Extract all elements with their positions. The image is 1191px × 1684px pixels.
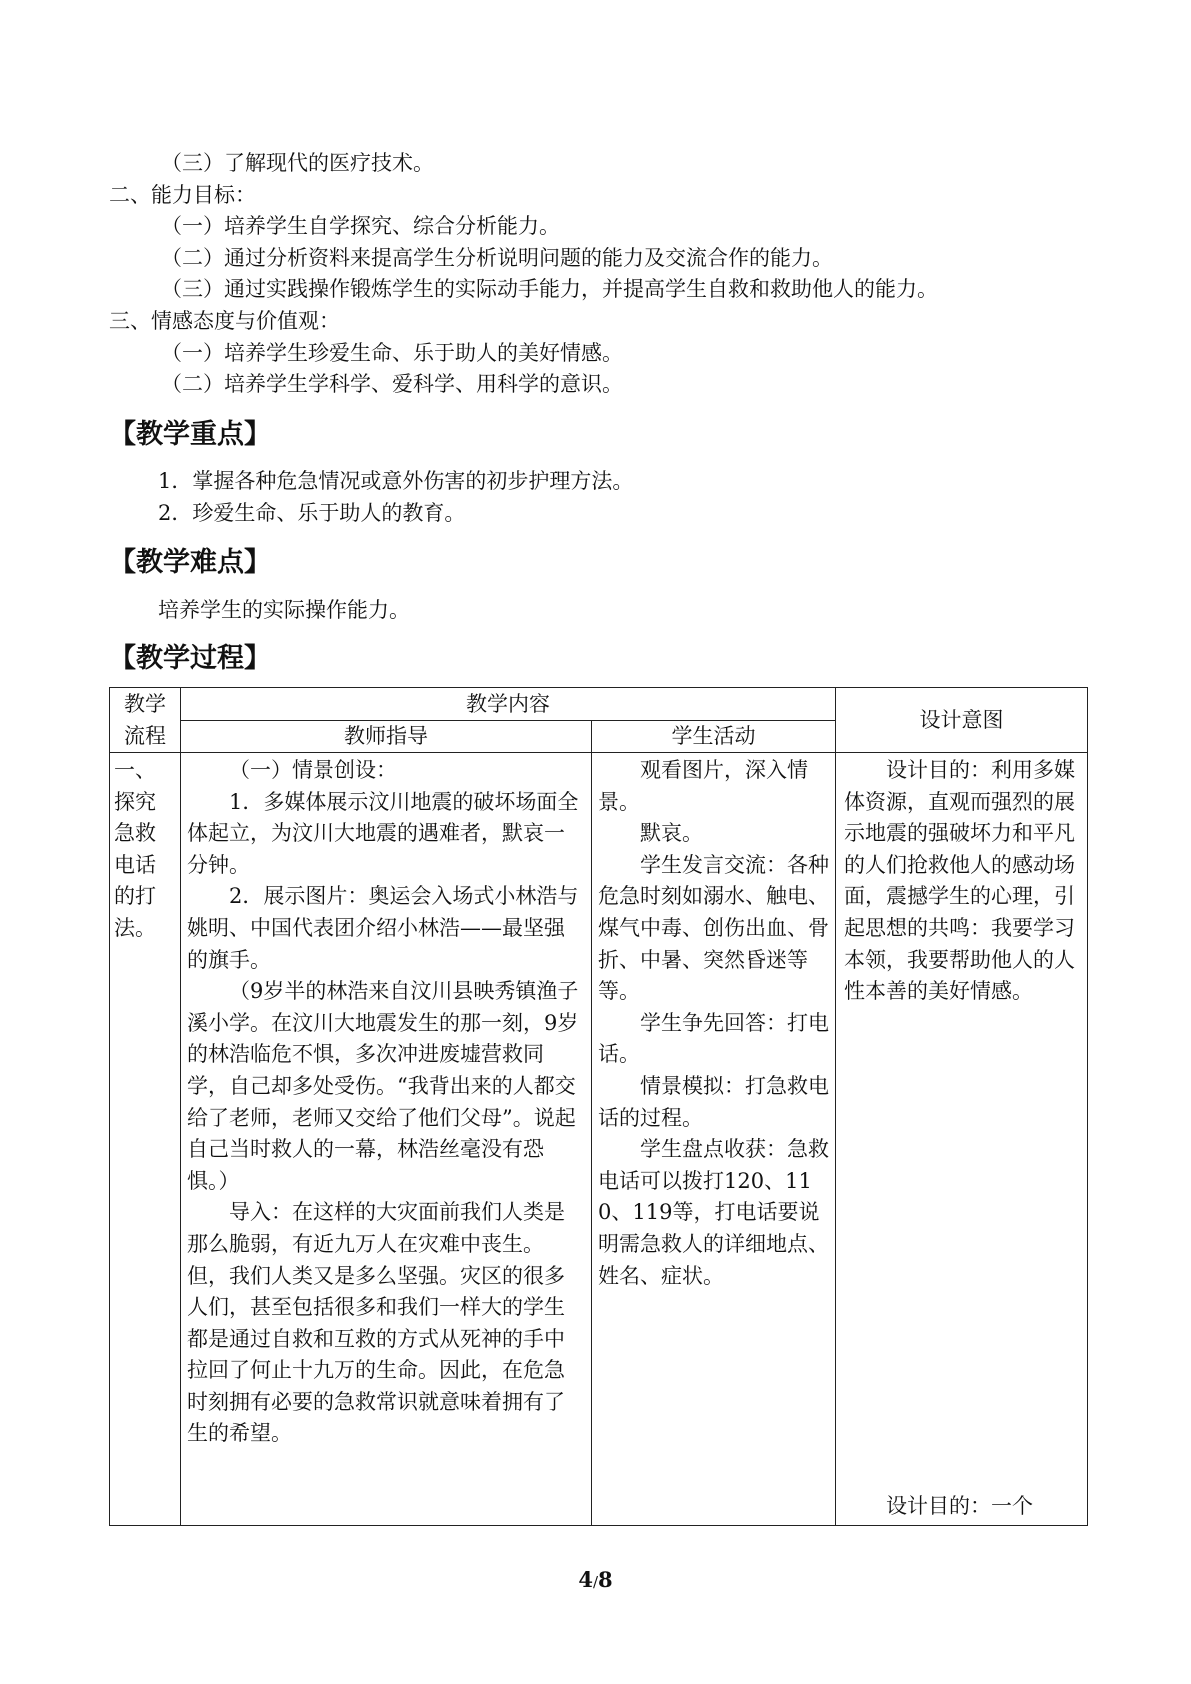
header-flow: 教学流程 (110, 688, 181, 753)
intent-para-1: 设计目的：利用多媒体资源，直观而强烈的展示地震的强破坏力和平凡的人们抢救他人的感动场面，震撼学生的心理，引起思想的共鸣：我要学习本领，我要帮助他人的人性本善的美好情感。 (844, 758, 1075, 1004)
process-table (109, 687, 1088, 1526)
student-para-6: 学生盘点收获：急救电话可以拨打120、110、119等，打电话要说明需急救人的详细地点、姓名、症状。 (598, 1137, 829, 1288)
student-para-4: 学生争先回答：打电话。 (598, 1010, 829, 1067)
header-intent: 设计意图 (836, 688, 1088, 753)
header-student: 学生活动 (592, 721, 836, 753)
row-teacher-cell (181, 753, 592, 1526)
page-number (0, 1567, 1191, 1592)
difficulty-heading: 【教学难点】 (109, 547, 271, 578)
row-student-cell (592, 753, 836, 1526)
page-current: 4 (578, 1567, 593, 1592)
objective-line-3: （三）了解现代的医疗技术。 (161, 151, 434, 175)
process-heading: 【教学过程】 (109, 643, 271, 674)
teacher-para-1: （一）情景创设： (229, 758, 397, 782)
teacher-para-2: 1．多媒体展示汶川地震的破坏场面全体起立，为汶川大地震的遇难者，默哀一分钟。 (187, 789, 579, 877)
student-para-1: 观看图片，深入情景。 (598, 758, 808, 814)
emotion-goal-heading: 三、情感态度与价值观： (109, 309, 340, 333)
header-content: 教学内容 (181, 688, 836, 721)
key-point-2: 2．珍爱生命、乐于助人的教育。 (158, 501, 466, 525)
page-sep: / (592, 1573, 599, 1591)
teacher-para-5: 导入：在这样的大灾面前我们人类是那么脆弱，有近九万人在灾难中丧生。但，我们人类又是多么坚强。灾区的很多人们，甚至包括很多和我们一样大的学生都是通过自救和互救的方式从死神的手中拉回了何止十九万的生命。因此，在危急时刻拥有必要的急救常识就意味着拥有了生的希望。 (187, 1200, 565, 1446)
row-intent-cell (836, 753, 1088, 1526)
header-teacher: 教师指导 (181, 721, 592, 753)
student-para-2: 默哀。 (640, 821, 703, 846)
difficulty-text: 培养学生的实际操作能力。 (158, 598, 410, 622)
row-flow-cell: 一、探究急救电话的打法。 (110, 753, 181, 1526)
ability-goal-1: （一）培养学生自学探究、综合分析能力。 (161, 214, 560, 238)
emotion-goal-1: （一）培养学生珍爱生命、乐于助人的美好情感。 (161, 341, 623, 365)
ability-goal-heading: 二、能力目标： (109, 183, 256, 207)
ability-goal-3: （三）通过实践操作锻炼学生的实际动手能力，并提高学生自救和救助他人的能力。 (161, 277, 938, 301)
emotion-goal-2: （二）培养学生学科学、爱科学、用科学的意识。 (161, 372, 623, 396)
key-point-1: 1．掌握各种危急情况或意外伤害的初步护理方法。 (158, 469, 634, 493)
teacher-para-3: 2．展示图片：奥运会入场式小林浩与姚明、中国代表团介绍小林浩——最坚强的旗手。 (187, 884, 579, 972)
ability-goal-2: （二）通过分析资料来提高学生分析说明问题的能力及交流合作的能力。 (161, 246, 833, 270)
student-para-3: 学生发言交流：各种危急时刻如溺水、触电、煤气中毒、创伤出血、骨折、中暑、突然昏迷等等。 (598, 852, 829, 1004)
key-points-heading: 【教学重点】 (109, 419, 271, 450)
intent-para-2: 设计目的：一个 (886, 1494, 1033, 1519)
student-para-5: 情景模拟：打急救电话的过程。 (598, 1073, 829, 1130)
page-total: 8 (598, 1567, 613, 1592)
teacher-para-4: （9岁半的林浩来自汶川县映秀镇渔子溪小学。在汶川大地震发生的那一刻，9岁的林浩临危不惧，多次冲进废墟营救同学，自己却多处受伤。“我背出来的人都交给了老师，老师又交给了他们父母”。说起自己当时救人的一幕，林浩丝毫没有恐惧。） (187, 979, 579, 1193)
